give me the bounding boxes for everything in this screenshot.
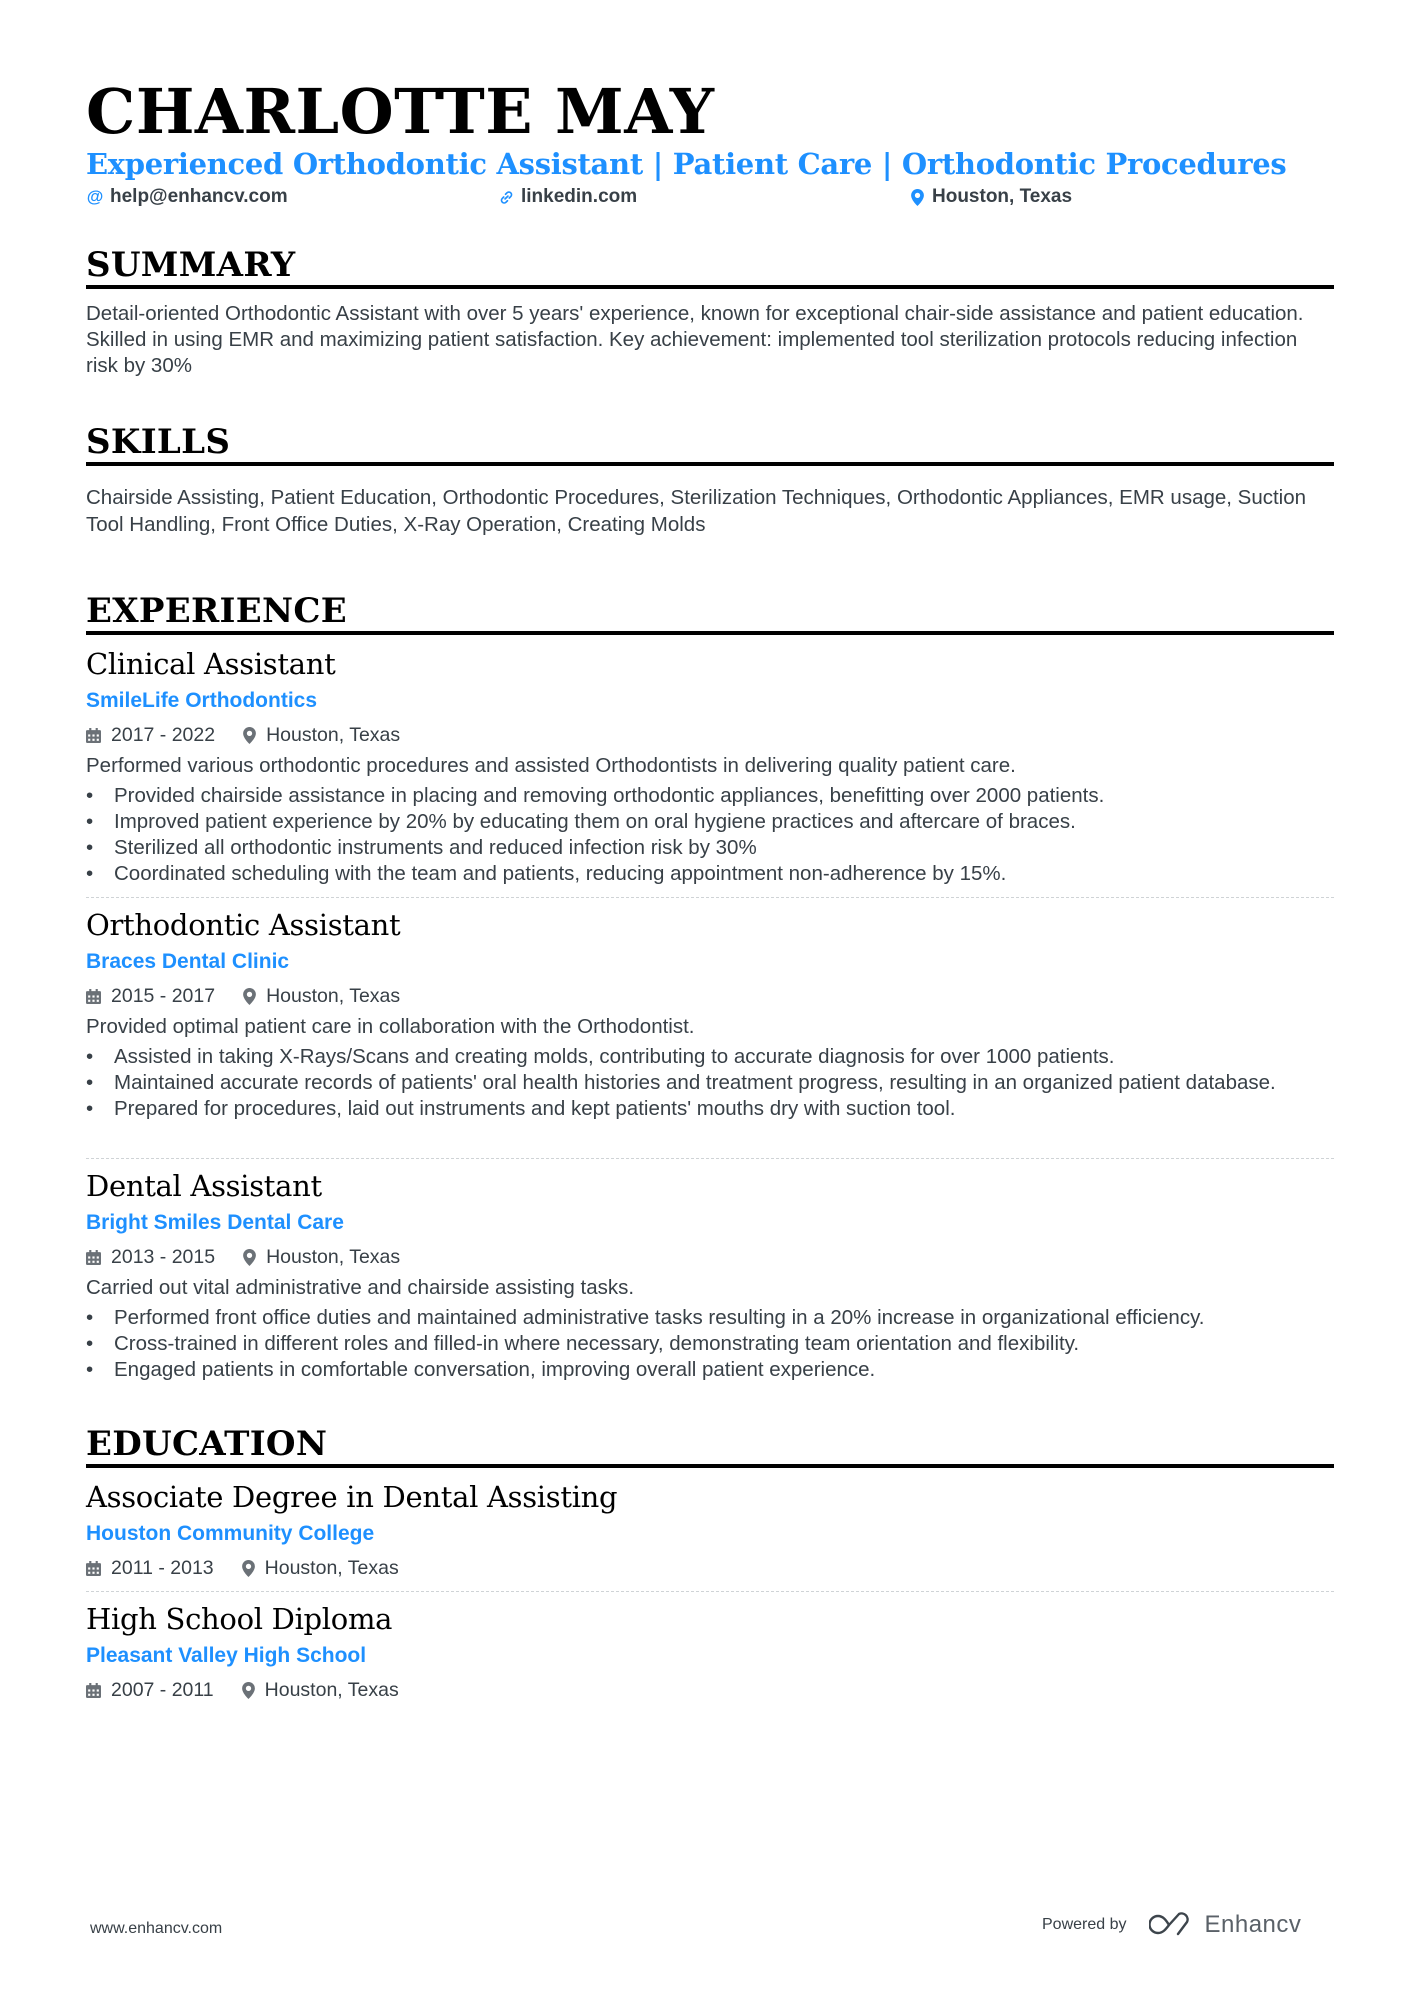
bullet-item: • Maintained accurate records of patients' oral health histories and treatment progress, resulting in an organized patient database.	[86, 1070, 1334, 1096]
bullet-item: • Provided chairside assistance in placing and removing orthodontic appliances, benefitting over 2000 patients.	[86, 783, 1334, 809]
entry-divider	[86, 897, 1334, 898]
contact-location-text: Houston, Texas	[932, 186, 1073, 207]
education-location: Houston, Texas	[264, 1557, 399, 1579]
job-title: Orthodontic Assistant	[86, 908, 401, 942]
calendar-icon	[86, 1683, 101, 1698]
calendar-icon	[86, 989, 101, 1004]
summary-heading: SUMMARY	[86, 245, 296, 285]
summary-text: Detail-oriented Orthodontic Assistant with over 5 years' experience, known for exceptional chair-side assistance and patient education. Skilled in using EMR and maximizing patient satisfaction. Key achievement: implemented tool sterilization protocols reducing infection risk by 30%	[86, 302, 1304, 377]
job-description: Carried out vital administrative and chairside assisting tasks.	[86, 1276, 635, 1299]
job-location: Houston, Texas	[266, 985, 401, 1007]
job-description: Performed various orthodontic procedures and assisted Orthodontists in delivering quality patient care.	[86, 754, 1016, 777]
skills-rule	[86, 462, 1334, 466]
bullet-item: • Performed front office duties and maintained administrative tasks resulting in a 20% increase in organizational efficiency.	[86, 1305, 1334, 1331]
contact-email-text: help@enhancv.com	[110, 186, 288, 207]
enhancv-brand-text: Enhancv	[1204, 1911, 1302, 1938]
education-location: Houston, Texas	[264, 1679, 399, 1701]
job-title: Clinical Assistant	[86, 647, 336, 681]
enhancv-logo-icon	[1149, 1912, 1195, 1938]
company-name: SmileLife Orthodontics	[86, 689, 318, 712]
bullet-item: • Cross-trained in different roles and filled-in where necessary, demonstrating team orientation and flexibility.	[86, 1331, 1334, 1357]
degree-title: High School Diploma	[86, 1602, 393, 1636]
bullet-item: • Improved patient experience by 20% by educating them on oral hygiene practices and aftercare of braces.	[86, 809, 1334, 835]
experience-rule	[86, 631, 1334, 635]
education-heading: EDUCATION	[86, 1424, 328, 1464]
location-pin-icon	[908, 189, 926, 206]
location-pin-icon	[243, 988, 256, 1005]
company-name: Bright Smiles Dental Care	[86, 1211, 344, 1234]
location-pin-icon	[242, 1682, 255, 1699]
calendar-icon	[86, 1250, 101, 1265]
job-bullets	[86, 783, 1334, 887]
job-bullets	[86, 1044, 1334, 1122]
summary-rule	[86, 285, 1334, 289]
calendar-icon	[86, 728, 101, 743]
entry-divider	[86, 1591, 1334, 1592]
job-meta	[86, 723, 400, 747]
contact-linkedin-text: linkedin.com	[521, 186, 638, 207]
job-meta	[86, 1245, 400, 1269]
link-icon	[497, 190, 515, 205]
job-bullets	[86, 1305, 1334, 1383]
contact-location	[908, 186, 1072, 208]
education-rule	[86, 1464, 1334, 1468]
contact-row	[86, 186, 1334, 210]
contact-linkedin[interactable]	[497, 186, 637, 208]
experience-heading: EXPERIENCE	[86, 591, 347, 631]
enhancv-logo	[1149, 1911, 1302, 1939]
job-location: Houston, Texas	[266, 1246, 401, 1268]
bullet-item: • Prepared for procedures, laid out instruments and kept patients' mouths dry with suction tool.	[86, 1096, 1334, 1122]
bullet-item: • Assisted in taking X-Rays/Scans and creating molds, contributing to accurate diagnosis for over 1000 patients.	[86, 1044, 1334, 1070]
skills-heading: SKILLS	[86, 422, 231, 462]
powered-by-label: Powered by	[1042, 1916, 1127, 1933]
job-dates: 2013 - 2015	[111, 1246, 216, 1268]
at-icon: @	[86, 187, 104, 206]
job-dates: 2015 - 2017	[111, 985, 216, 1007]
contact-email[interactable]	[86, 186, 288, 208]
job-description: Provided optimal patient care in collaboration with the Orthodontist.	[86, 1015, 695, 1038]
education-dates: 2011 - 2013	[111, 1557, 214, 1579]
location-pin-icon	[243, 727, 256, 744]
education-meta	[86, 1556, 399, 1580]
job-meta	[86, 984, 400, 1008]
skills-text: Chairside Assisting, Patient Education, Orthodontic Procedures, Sterilization Techniques, Orthodontic Appliances, EMR usage, Suction Tool Handling, Front Office Duties, X-Ray Operation, Creating Molds	[86, 486, 1307, 536]
job-dates: 2017 - 2022	[111, 724, 216, 746]
bullet-item: • Sterilized all orthodontic instruments and reduced infection risk by 30%	[86, 835, 1334, 861]
school-name: Houston Community College	[86, 1522, 375, 1545]
school-name: Pleasant Valley High School	[86, 1644, 367, 1667]
bullet-item: • Engaged patients in comfortable conversation, improving overall patient experience.	[86, 1357, 1334, 1383]
footer-website[interactable]: www.enhancv.com	[90, 1920, 223, 1937]
calendar-icon	[86, 1561, 101, 1576]
education-meta	[86, 1678, 399, 1702]
location-pin-icon	[243, 1249, 256, 1266]
education-dates: 2007 - 2011	[111, 1679, 214, 1701]
location-pin-icon	[242, 1560, 255, 1577]
bullet-item: • Coordinated scheduling with the team and patients, reducing appointment non-adherence by 15%.	[86, 861, 1334, 887]
candidate-name: CHARLOTTE MAY	[86, 75, 715, 148]
job-location: Houston, Texas	[266, 724, 401, 746]
entry-divider	[86, 1158, 1334, 1159]
company-name: Braces Dental Clinic	[86, 950, 290, 973]
footer-branding[interactable]	[1042, 1911, 1301, 1939]
job-title: Dental Assistant	[86, 1169, 322, 1203]
degree-title: Associate Degree in Dental Assisting	[86, 1480, 618, 1514]
candidate-tagline: Experienced Orthodontic Assistant | Patient Care | Orthodontic Procedures	[86, 147, 1287, 181]
